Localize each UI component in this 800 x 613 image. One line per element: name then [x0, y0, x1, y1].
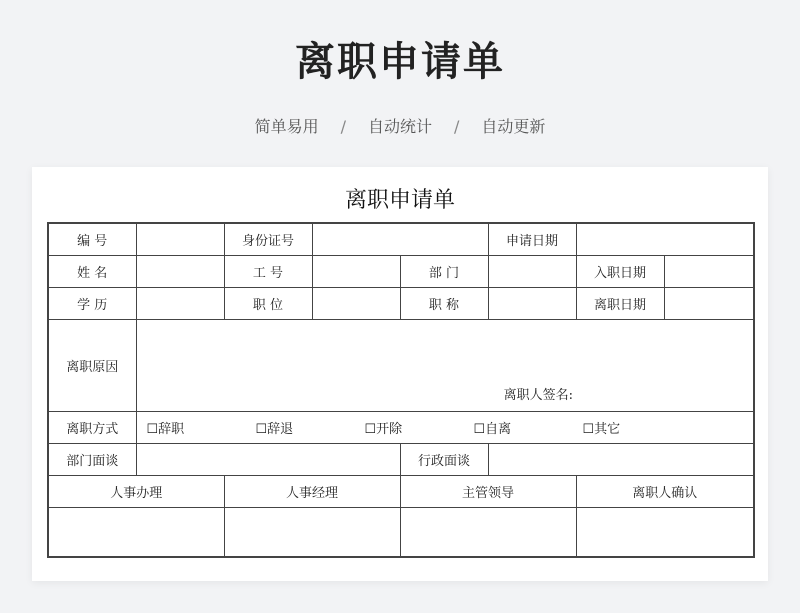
- apply-date-label: 申请日期: [488, 223, 576, 255]
- employee-no-field[interactable]: [312, 255, 400, 287]
- form-card: [32, 167, 768, 581]
- education-label: 学 历: [48, 287, 136, 319]
- join-date-field[interactable]: [664, 255, 754, 287]
- leave-reason-label: 离职原因: [48, 319, 136, 411]
- id-card-label: 身份证号: [224, 223, 312, 255]
- leave-method-label: 离职方式: [48, 411, 136, 443]
- applicant-confirm-label: 离职人确认: [576, 475, 754, 507]
- number-field[interactable]: [136, 223, 224, 255]
- resignation-form-table: [47, 222, 755, 558]
- name-field[interactable]: [136, 255, 224, 287]
- separator: /: [454, 117, 460, 136]
- feature-auto-stat: 自动统计: [367, 117, 432, 136]
- job-title-field[interactable]: [488, 287, 576, 319]
- option-other-checkbox[interactable]: ☐其它: [582, 421, 621, 437]
- department-field[interactable]: [488, 255, 576, 287]
- department-label: 部 门: [400, 255, 488, 287]
- hr-manager-signature-field[interactable]: [224, 507, 400, 557]
- position-field[interactable]: [312, 287, 400, 319]
- hr-manager-label: 人事经理: [224, 475, 400, 507]
- job-title-label: 职 称: [400, 287, 488, 319]
- position-label: 职 位: [224, 287, 312, 319]
- table-row: [48, 443, 754, 475]
- separator: /: [340, 117, 346, 136]
- option-fired-checkbox[interactable]: ☐开除: [364, 421, 403, 437]
- feature-auto-update: 自动更新: [481, 117, 546, 136]
- option-resign-checkbox[interactable]: ☐辞职: [146, 421, 185, 437]
- feature-tagline: [0, 114, 800, 137]
- employee-no-label: 工 号: [224, 255, 312, 287]
- hr-handler-signature-field[interactable]: [48, 507, 224, 557]
- option-self-leave-checkbox[interactable]: ☐自离: [473, 421, 512, 437]
- table-row: [48, 507, 754, 557]
- id-card-field[interactable]: [312, 223, 488, 255]
- name-label: 姓 名: [48, 255, 136, 287]
- admin-interview-label: 行政面谈: [400, 443, 488, 475]
- apply-date-field[interactable]: [576, 223, 754, 255]
- table-row: [48, 319, 754, 411]
- number-label: 编 号: [48, 223, 136, 255]
- leave-date-field[interactable]: [664, 287, 754, 319]
- education-field[interactable]: [136, 287, 224, 319]
- page-title: 离职申请单: [295, 39, 505, 85]
- leave-method-options: [136, 411, 754, 443]
- admin-interview-field[interactable]: [488, 443, 754, 475]
- applicant-signature-label: 离职人签名:: [503, 387, 573, 403]
- leave-reason-field[interactable]: [136, 319, 754, 411]
- join-date-label: 入职日期: [576, 255, 664, 287]
- table-row: [48, 287, 754, 319]
- table-row: [48, 255, 754, 287]
- applicant-confirm-signature-field[interactable]: [576, 507, 754, 557]
- table-row: [48, 223, 754, 255]
- supervisor-label: 主管领导: [400, 475, 576, 507]
- supervisor-signature-field[interactable]: [400, 507, 576, 557]
- leave-date-label: 离职日期: [576, 287, 664, 319]
- hr-handler-label: 人事办理: [48, 475, 224, 507]
- option-dismissed-checkbox[interactable]: ☐辞退: [255, 421, 294, 437]
- table-row: [48, 475, 754, 507]
- form-title: 离职申请单: [344, 188, 455, 213]
- table-row: [48, 411, 754, 443]
- dept-interview-label: 部门面谈: [48, 443, 136, 475]
- feature-easy: 简单易用: [254, 117, 319, 136]
- dept-interview-field[interactable]: [136, 443, 400, 475]
